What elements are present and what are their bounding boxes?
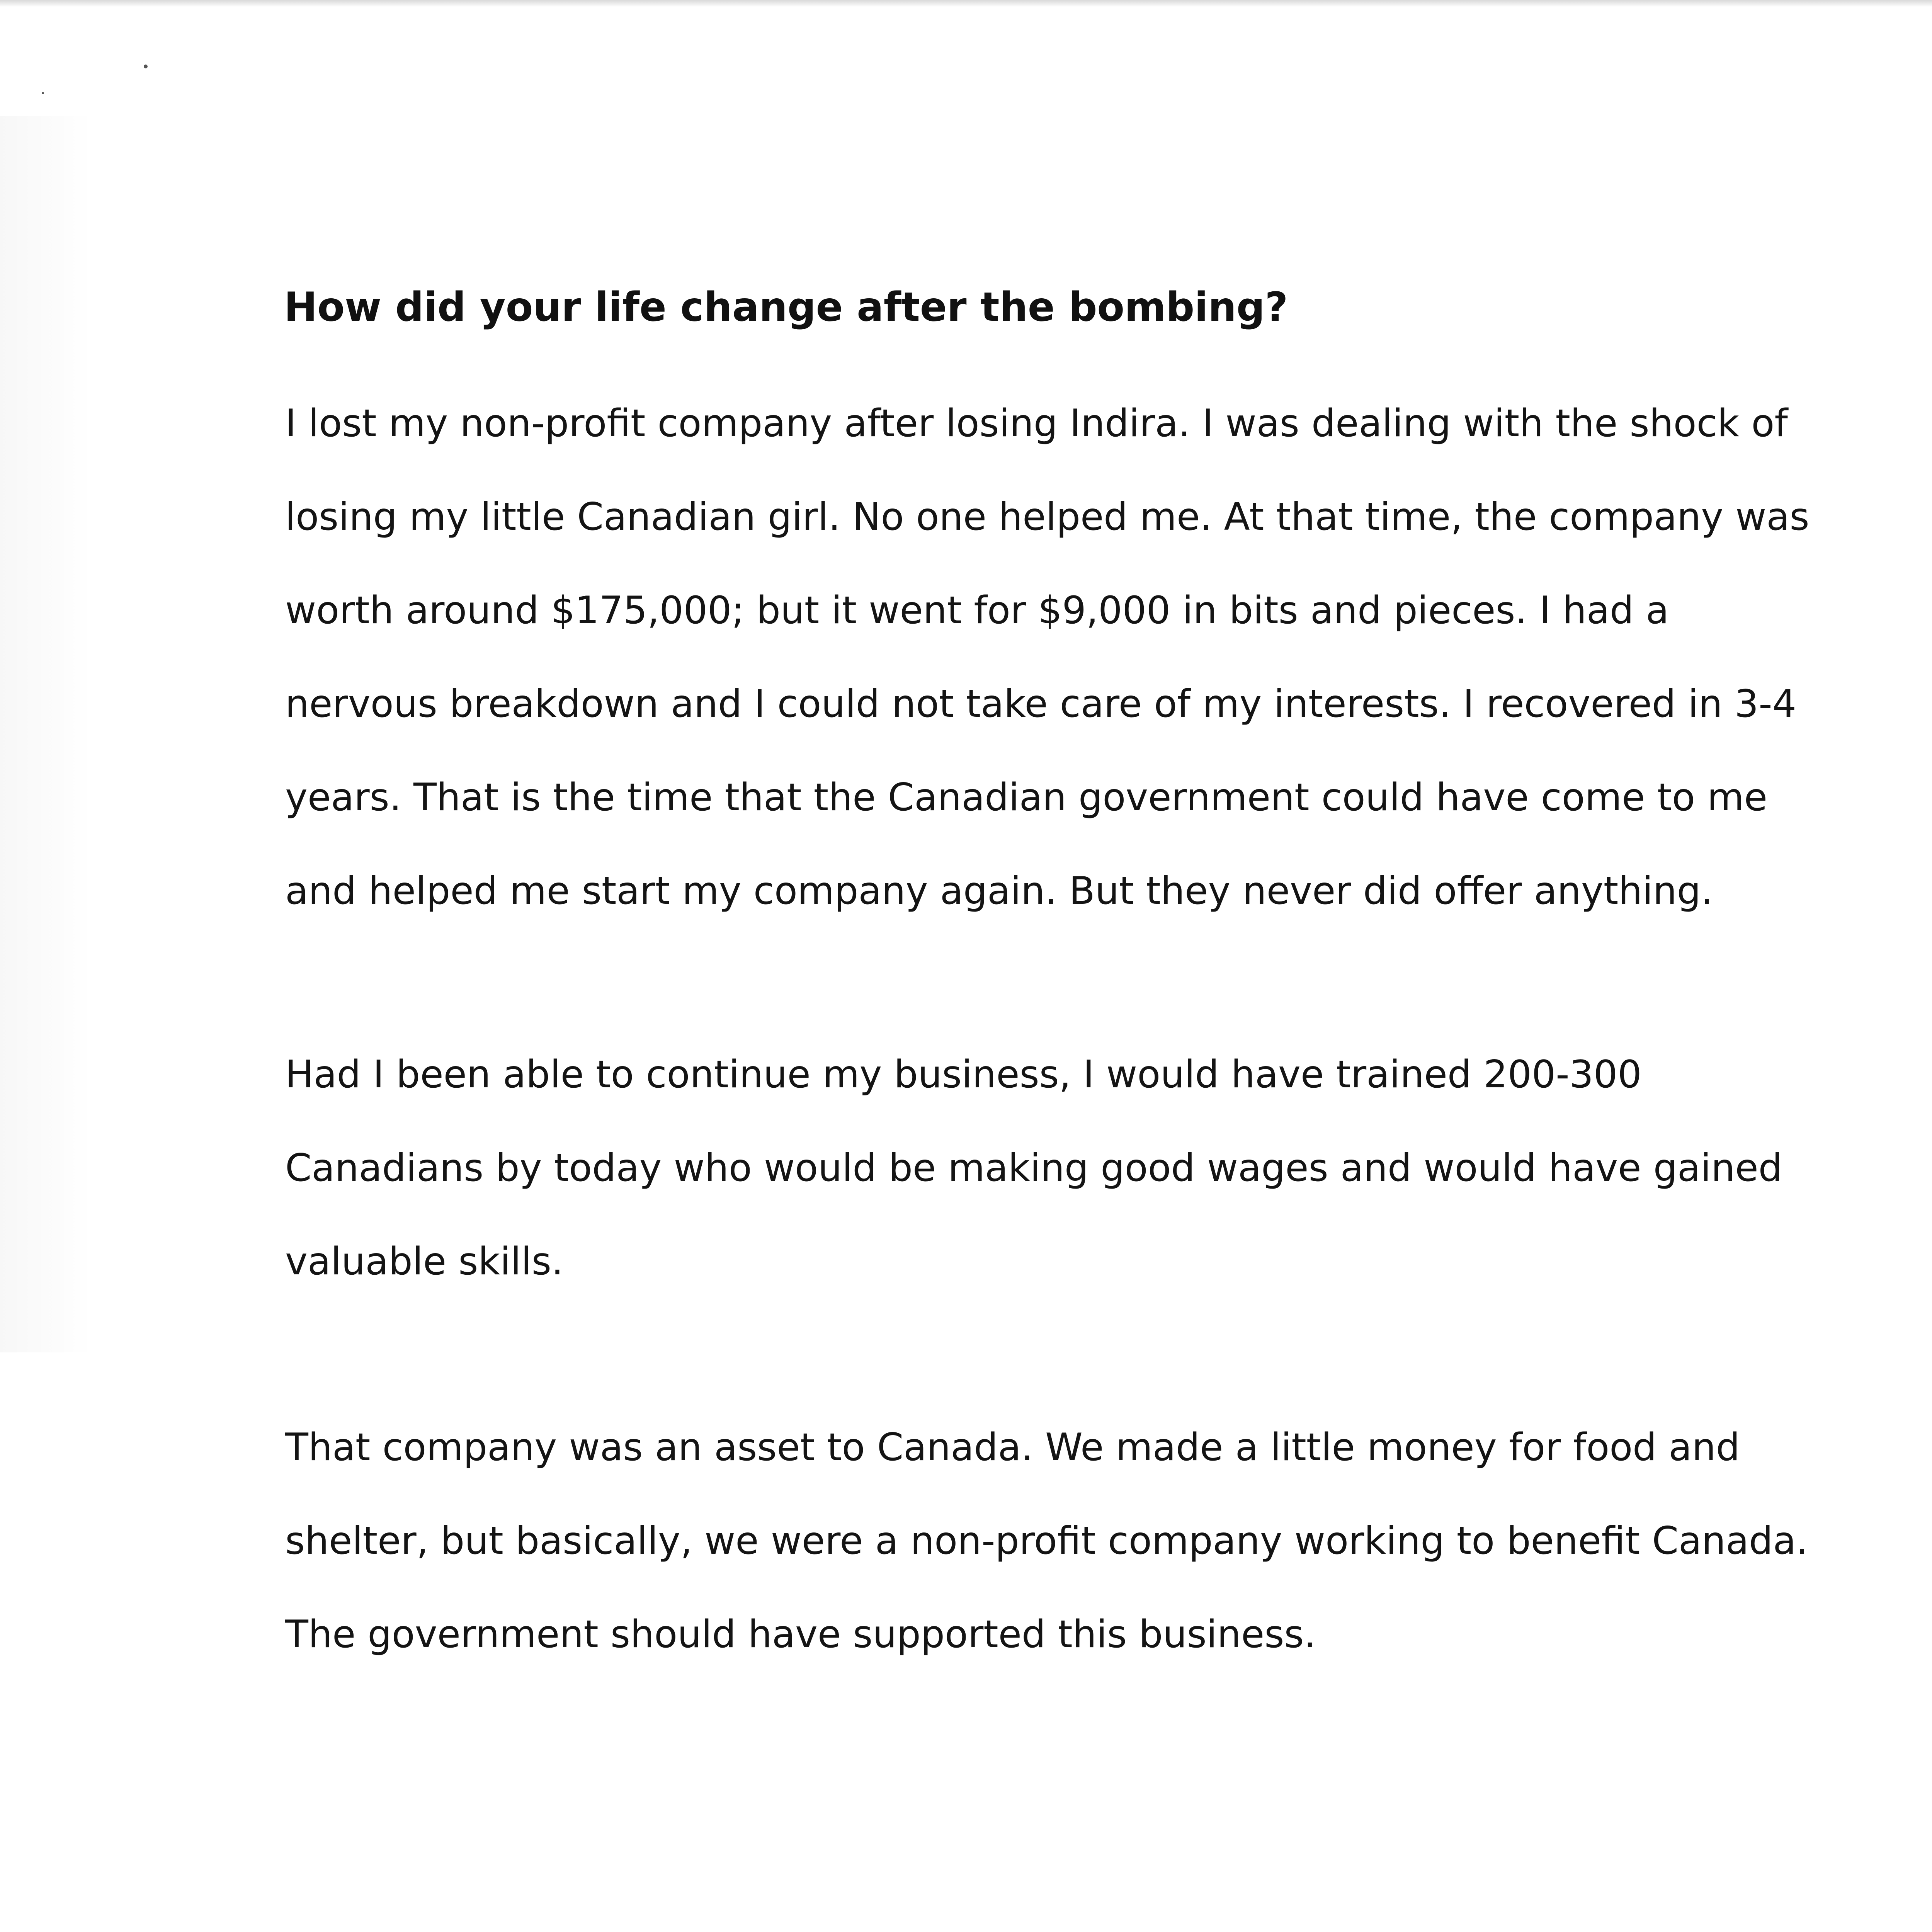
scan-top-edge [0, 0, 1932, 7]
paragraph-line: Had I been able to continue my business, I would have trained 200-300 [285, 1053, 1642, 1097]
scan-speck [42, 92, 44, 94]
answer-paragraph-2 [285, 1028, 1782, 1308]
paragraph-line: and helped me start my company again. But they never did offer anything. [285, 869, 1713, 913]
paragraph-line: That company was an asset to Canada. We made a little money for food and [285, 1425, 1740, 1469]
paragraph-line: losing my little Canadian girl. No one helped me. At that time, the company was [285, 495, 1810, 539]
paragraph-line: The government should have supported this business. [285, 1612, 1316, 1656]
paragraph-line: worth around $175,000; but it went for $9,000 in bits and pieces. I had a [285, 588, 1669, 633]
paragraph-line: valuable skills. [285, 1240, 564, 1284]
paragraph-line: nervous breakdown and I could not take care of my interests. I recovered in 3-4 [285, 682, 1796, 726]
answer-paragraph-3 [285, 1401, 1808, 1681]
question-heading: How did your life change after the bombing? [284, 284, 1288, 330]
answer-paragraph-1 [285, 377, 1810, 938]
paragraph-line: I lost my non-profit company after losing Indira. I was dealing with the shock of [285, 401, 1788, 446]
paragraph-line: shelter, but basically, we were a non-profit company working to benefit Canada. [285, 1519, 1808, 1563]
scan-shadow [0, 116, 93, 1352]
paragraph-line: Canadians by today who would be making good wages and would have gained [285, 1146, 1782, 1190]
scan-speck [144, 65, 148, 68]
paragraph-line: years. That is the time that the Canadian government could have come to me [285, 776, 1767, 820]
